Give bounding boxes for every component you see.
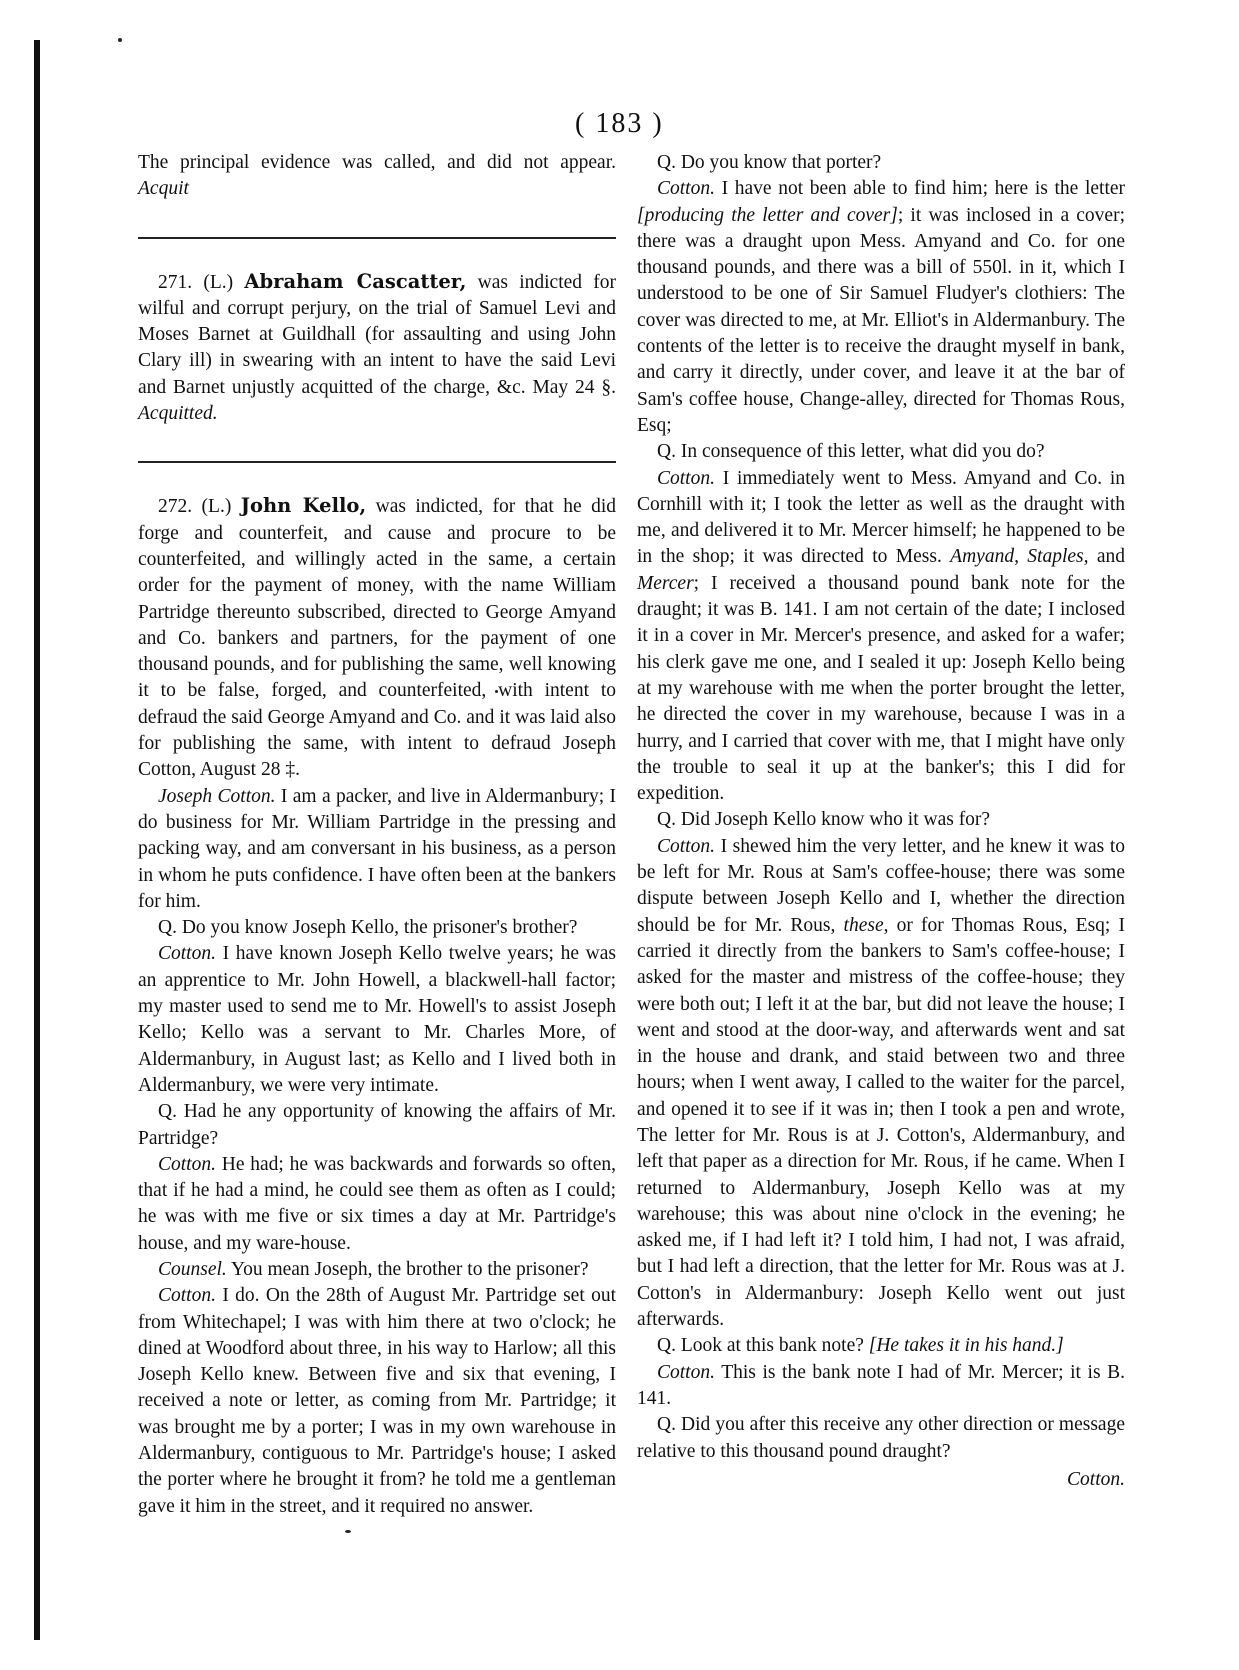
testimony — [138, 1152, 616, 1257]
testimony-text: You mean Joseph, the brother to the prisoner? — [230, 1258, 589, 1280]
emphasis: these — [843, 914, 884, 936]
speck-mark — [118, 38, 122, 42]
case-272 — [138, 493, 616, 783]
speaker: Cotton. — [158, 1153, 216, 1175]
speaker: Cotton. — [657, 467, 715, 489]
paragraph — [138, 150, 616, 203]
question: Q. Do you know that porter? — [657, 152, 882, 173]
testimony — [138, 1283, 616, 1520]
testimony — [138, 941, 616, 1099]
testimony-text: , or for Thomas Rous, Esq; I carried it directly from the bankers to Sam's coffee-house; I asked for the master and mistress of the coffee-house; they were both out; I left it at the bar, but did not leave the house; I went and stood at the door-way, and afterwards went and sat in the house and drank, and staid between two and three hours; when I went away, I called to the waiter for the parcel, and opened it to see if it was in; then I took a pen and wrote, The letter for Mr. Rous is at J. Cotton's, Aldermanbury, and left that paper as a direction for Mr. Rous, if he came. When I returned to Aldermanbury, Joseph Kello was at my warehouse; this was about nine o'clock in the evening; he asked me, if I had left it? I told him, I had not, I was afraid, but I had left a direction, that the letter for Mr. Rous was at J. Cotton's in Aldermanbury: Joseph Kello went out just afterwards. — [637, 914, 1125, 1331]
testimony-text: I shewed him the very letter, and he knew it was to be left for Mr. Rous at Sam's coffee-house; there was some dispute between Joseph Kello and I, whether the direction should be for Mr. Rous, — [637, 835, 1126, 936]
question: Q. In consequence of this letter, what did you do? — [657, 441, 1045, 463]
speaker: Cotton. — [657, 1361, 715, 1383]
bracket-note: [He takes it in his hand.] — [868, 1335, 1064, 1357]
speaker: Cotton. — [657, 835, 715, 857]
defendant-name: Abraham Cascatter, — [244, 269, 467, 293]
speaker: Cotton. — [158, 943, 216, 965]
case-text: was indicted for wilful and corrupt perjury, on the trial of Samuel Levi and Moses Barnet at Guildhall (for assaulting and using John Clary ill) in swearing with an intent to have the said Levi and Barnet unjustly acquitted of the charge, &c. May 24 §. — [138, 271, 617, 398]
speaker: Cotton. — [158, 1285, 216, 1307]
question: Q. Had he any opportunity of knowing the affairs of Mr. Partridge? — [138, 1101, 616, 1149]
case-number: 272. (L.) — [158, 496, 232, 518]
question: Q. Do you know Joseph Kello, the prisoner's brother? — [158, 917, 578, 939]
right-column — [637, 150, 1125, 1493]
case-271 — [138, 269, 616, 428]
bracket-note: [producing the letter and cover] — [637, 204, 898, 226]
speaker: Cotton. — [657, 178, 715, 200]
question-text: Q. Look at this bank note? — [657, 1335, 864, 1357]
testimony-text: I immediately went to Mess. Amyand and Co. in Cornhill with it; I took the letter as well as the draught with me, and delivered it to Mr. Mercer himself; he happened to be in the shop; it was directed to Mess. — [637, 467, 1126, 568]
testimony-text: I am a packer, and live in Aldermanbury; I do business for Mr. William Partridge in the pressing and packing way, and am conversant in his business, as a person in whom he puts confidence. I have often been at the bankers for him. — [138, 785, 617, 912]
testimony-text: He had; he was backwards and forwards so often, that if he had a mind, he could see them as often as I could; he was with me five or six times a day at Mr. Partridge's house, and my ware-house. — [138, 1153, 616, 1254]
left-column — [138, 150, 616, 1520]
testimony-text: I do. On the 28th of August Mr. Partridge set out from Whitechapel; I was with him there at two o'clock; he dined at Woodford about three, in his way to Harlow; all this Joseph Kello knew. Between five and six that evening, I received a note or letter, as coming from Mr. Partridge; it was brought me by a porter; I was in my own warehouse in Aldermanbury, contiguous to Mr. Partridge's house; I asked the porter where he brought it from? he told me a gentleman gave it him in the street, and it required no answer. — [138, 1285, 617, 1517]
defendant-name: John Kello, — [240, 494, 367, 518]
question — [637, 1333, 1125, 1359]
testimony-text: and — [1096, 546, 1125, 568]
binding-edge-rule — [34, 40, 40, 1640]
testimony — [637, 1360, 1125, 1413]
testimony — [637, 466, 1125, 808]
question: Q. Did Joseph Kello know who it was for? — [657, 809, 991, 831]
testimony-text: I have not been able to find him; here is the letter — [721, 178, 1126, 200]
speaker: Joseph Cotton. — [158, 785, 276, 807]
firm-name: Amyand, Staples, — [950, 546, 1089, 568]
testimony-text: ; I received a thousand pound bank note for the draught; it was B. 141. I am not certain of the date; I inclosed it in a cover in Mr. Mercer's presence, and asked for a wafer; his clerk gave me one, and I sealed it up: Joseph Kello being at my warehouse with me when the porter brought the letter, he directed the cover in my warehouse, because I was in a hurry, and I carried that cover with me, that I might have only the trouble to seal it up at the banker's; this I did for expedition. — [637, 572, 1125, 805]
verdict: Acquitted. — [138, 403, 218, 425]
case-text: was indicted, for that he did forge and counterfeit, and cause and procure to be counterfeited, and willingly acted in the same, a certain order for the payment of money, with the name William Partridge thereunto subscribed, directed to George Amyand and Co. bankers and partners, for the payment of one thousand pounds, and for publishing the same, well knowing it to be false, forged, and counterfeited, with intent to defraud the said George Amyand and Co. and it was laid also for publishing the same, with intent to defraud Joseph Cotton, August 28 ‡. — [138, 496, 616, 781]
paragraph-text: The principal evidence was called, and did not appear. — [138, 152, 616, 173]
testimony-text: This is the bank note I had of Mr. Mercer; it is B. 141. — [637, 1361, 1125, 1409]
speaker: Counsel. — [158, 1258, 227, 1280]
catchword: Cotton. — [1067, 1468, 1125, 1490]
firm-name: Mercer — [637, 572, 694, 594]
testimony — [138, 784, 616, 915]
case-number: 271. (L.) — [158, 271, 234, 293]
section-rule — [138, 461, 616, 463]
testimony-text: I have known Joseph Kello twelve years; he was an apprentice to Mr. John Howell, a blackwell-hall factor; my master used to send me to Mr. Howell's to assist Joseph Kello; Kello was a servant to Mr. Charles More, of Aldermanbury, in August last; as Kello and I lived both in Aldermanbury, we were very intimate. — [138, 943, 617, 1096]
question: Q. Did you after this receive any other direction or message relative to this thousand pound draught? — [637, 1414, 1125, 1462]
verdict: Acquit — [138, 178, 189, 200]
testimony — [138, 1257, 616, 1283]
testimony — [637, 834, 1125, 1334]
testimony — [637, 176, 1125, 439]
section-rule — [138, 237, 616, 239]
page-number: ( 183 ) — [575, 108, 664, 139]
testimony-text: ; it was inclosed in a cover; there was a draught upon Mess. Amyand and Co. for one thousand pounds, and there was a bill of 550l. in it, which I understood to be one of Sir Samuel Fludyer's clothiers: The cover was directed to me, at Mr. Elliot's in Aldermanbury. The contents of the letter is to receive the draught myself in bank, and carry it directly, under cover, and leave it at the bar of Sam's coffee house, Change-alley, directed for Thomas Rous, Esq; — [637, 204, 1125, 436]
speck-mark — [345, 1530, 351, 1533]
